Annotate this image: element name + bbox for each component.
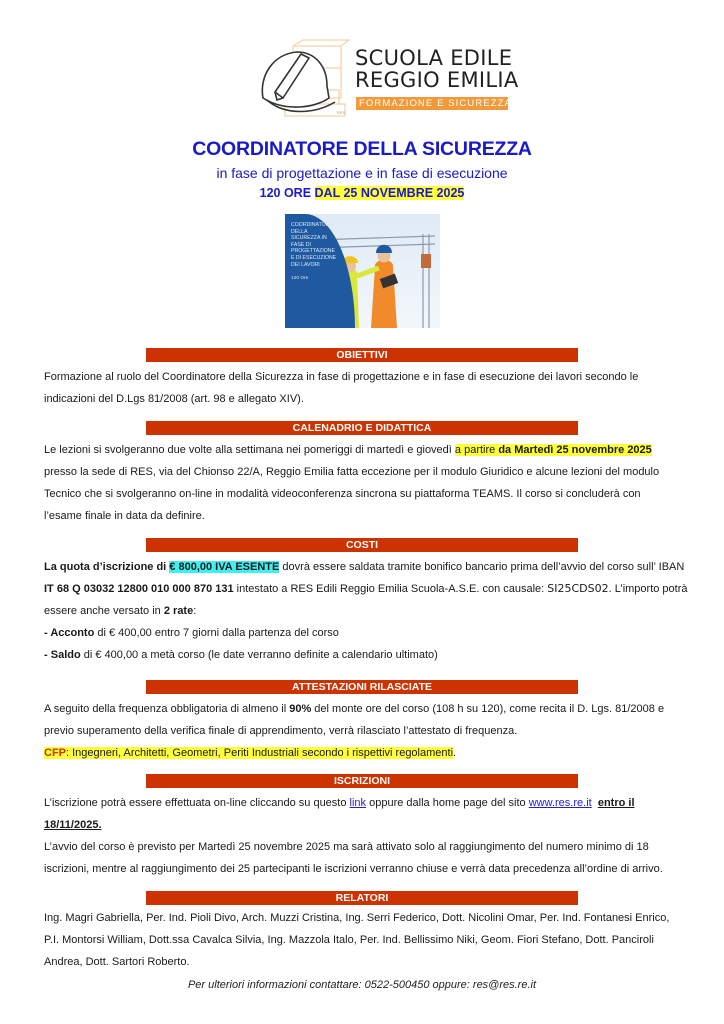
section-heading-calendario: CALENADRIO E DIDATTICA	[146, 421, 578, 435]
text-span: -	[44, 649, 51, 661]
iban: IT 68 Q 03032 12800 010 000 870 131	[44, 583, 234, 595]
relatori-text	[44, 907, 684, 973]
logo-tagline: FORMAZIONE E SICUREZZA	[356, 97, 508, 110]
text-line: indicazioni del D.Lgs 81/2008 (art. 98 e allegato XIV).	[44, 393, 304, 405]
registration-link[interactable]: link	[349, 797, 367, 809]
text-span: . L’importo potrà	[608, 583, 688, 595]
image-caption-line: FASE DI	[291, 241, 311, 248]
course-hours: 120 ORE	[259, 186, 312, 200]
text-span: a partire	[454, 444, 499, 456]
text-span: Le lezioni si svolgeranno due volte alla settimana nei pomeriggi di martedì e giovedì	[44, 444, 455, 456]
text-span: L’iscrizione potrà essere effettuata on-line cliccando su questo	[44, 797, 350, 809]
section-heading-relatori: RELATORI	[146, 891, 578, 905]
text-span: .	[453, 747, 457, 759]
iscrizioni-text	[44, 792, 684, 880]
image-hours: 120 Ore	[291, 276, 309, 281]
acconto-line	[44, 622, 684, 644]
text-line: Andrea, Dott. Sartori Roberto.	[44, 956, 190, 968]
logo-title-line1: SCUOLA EDILE	[355, 46, 513, 70]
text-line	[44, 698, 684, 720]
text-line	[44, 556, 684, 578]
course-start-date: DAL 25 NOVEMBRE 2025	[314, 186, 465, 200]
text-span: di € 400,00 a metà corso (le date verranno definite a calendario ultimato)	[80, 649, 438, 661]
footer-contact: Per ulteriori informazioni contattare: 0522-500450 oppure: res@res.re.it	[187, 979, 537, 991]
text-span: dovrà essere saldata tramite bonifico bancario prima dell’avvio del corso sull’ IBAN	[279, 561, 685, 573]
hard-hat-icon	[255, 36, 355, 120]
logo-badge: RES	[337, 110, 346, 115]
image-blue-panel	[285, 214, 355, 328]
text-span: -	[44, 627, 51, 639]
logo	[255, 36, 525, 120]
text-span: Acconto	[50, 627, 95, 639]
calendario-text	[44, 439, 684, 527]
text-line	[44, 600, 684, 622]
text-span: 2 rate	[163, 605, 194, 617]
text-span: di € 400,00 entro 7 giorni dalla partenza del corso	[94, 627, 339, 639]
text-line	[44, 578, 688, 600]
image-caption	[291, 222, 353, 268]
causale-code: SI25CDS02	[547, 582, 609, 595]
image-caption-line: PROGETTAZIONE	[291, 248, 335, 255]
cfp-line	[44, 742, 684, 764]
deadline-date: 18/11/2025.	[44, 819, 102, 831]
text-line: Formazione al ruolo del Coordinatore della Sicurezza in fase di progettazione e in fase di esecuzione dei lavori secondo le	[44, 371, 639, 383]
text-line	[44, 792, 684, 814]
course-image	[285, 214, 440, 328]
text-line: Tecnico che si svolgeranno on-line in modalità videoconferenza sincrona su piattaforma TEAMS. Il corso si concluderà con	[44, 488, 641, 500]
text-span: intestato a RES Edili Reggio Emilia Scuola-A.S.E. con causale:	[233, 583, 548, 595]
text-span: La quota d’iscrizione di	[44, 561, 170, 573]
text-line: previo superamento della verifica finale di apprendimento, verrà rilasciato l’attestato di frequenza.	[44, 725, 518, 737]
text-line	[44, 814, 684, 836]
text-line: iscrizioni, mentre al raggiungimento dei 25 partecipanti le iscrizioni verranno chiuse e verrà data precedenza all’ordine di arrivo.	[44, 863, 663, 875]
start-date-highlight	[455, 444, 652, 456]
logo-title-line2: REGGIO EMILIA	[355, 68, 519, 92]
text-line: presso la sede di RES, via del Chionso 22/A, Reggio Emilia fatta eccezione per il modulo Giuridico e alcune lezioni del modulo	[44, 466, 660, 478]
cfp-label: CFP	[44, 747, 66, 759]
text-span: 90%	[289, 703, 312, 715]
section-heading-obiettivi: OBIETTIVI	[146, 348, 578, 362]
start-date: da Martedì 25 novembre 2025	[498, 444, 652, 456]
image-caption-line: DELLA	[291, 228, 308, 235]
obiettivi-text	[44, 366, 684, 410]
text-line: l’esame finale in data da definire.	[44, 510, 205, 522]
cfp-highlight	[44, 747, 453, 759]
text-line: P.I. Montorsi William, Dott.ssa Cavalca Silvia, Ing. Mazzola Italo, Per. Ind. Bellissimo Niki, Geom. Fiori Stefano, Dott. Panciroli	[44, 934, 654, 946]
text-span: A seguito della frequenza obbligatoria di almeno il	[44, 703, 290, 715]
attestazioni-text	[44, 698, 684, 764]
text-line: L’avvio del corso è previsto per Martedì 25 novembre 2025 ma sarà attivato solo al raggiungimento del numero minimo di 18	[44, 841, 649, 853]
text-line	[44, 439, 684, 461]
section-heading-costi: COSTI	[146, 538, 578, 552]
text-span: del monte ore del corso (108 h su 120), come recita il D. Lgs. 81/2008 e	[311, 703, 665, 715]
course-dates	[0, 186, 724, 200]
page-subtitle: in fase di progettazione e in fase di esecuzione	[216, 165, 508, 181]
image-caption-line: SICUREZZA IN	[291, 235, 327, 242]
text-line: Ing. Magri Gabriella, Per. Ind. Pioli Divo, Arch. Muzzi Cristina, Ing. Serri Federico, Dott. Nicolini Omar, Per. Ind. Fontanesi Enrico,	[44, 912, 670, 924]
page-title: COORDINATORE DELLA SICUREZZA	[192, 138, 532, 160]
text-span: Saldo	[50, 649, 81, 661]
website-link[interactable]: www.res.re.it	[528, 797, 592, 809]
text-span: : Ingegneri, Architetti, Geometri, Periti Industriali secondo i rispettivi regolamenti	[66, 747, 454, 759]
saldo-line	[44, 644, 684, 666]
section-heading-attestazioni: ATTESTAZIONI RILASCIATE	[146, 680, 578, 694]
section-heading-iscrizioni: ISCRIZIONI	[146, 774, 578, 788]
image-caption-line: COORDINATORE	[291, 222, 333, 228]
price-highlight: € 800,00 IVA ESENTE	[169, 561, 280, 573]
text-span: oppure dalla home page del sito	[366, 797, 529, 809]
text-span: essere anche versato in	[44, 605, 164, 617]
text-span: :	[193, 605, 197, 617]
deadline-label: entro il	[597, 797, 635, 809]
image-caption-line: DEI LAVORI	[291, 261, 320, 268]
image-caption-line: E DI ESECUZIONE	[291, 254, 337, 261]
costi-text	[44, 556, 688, 666]
